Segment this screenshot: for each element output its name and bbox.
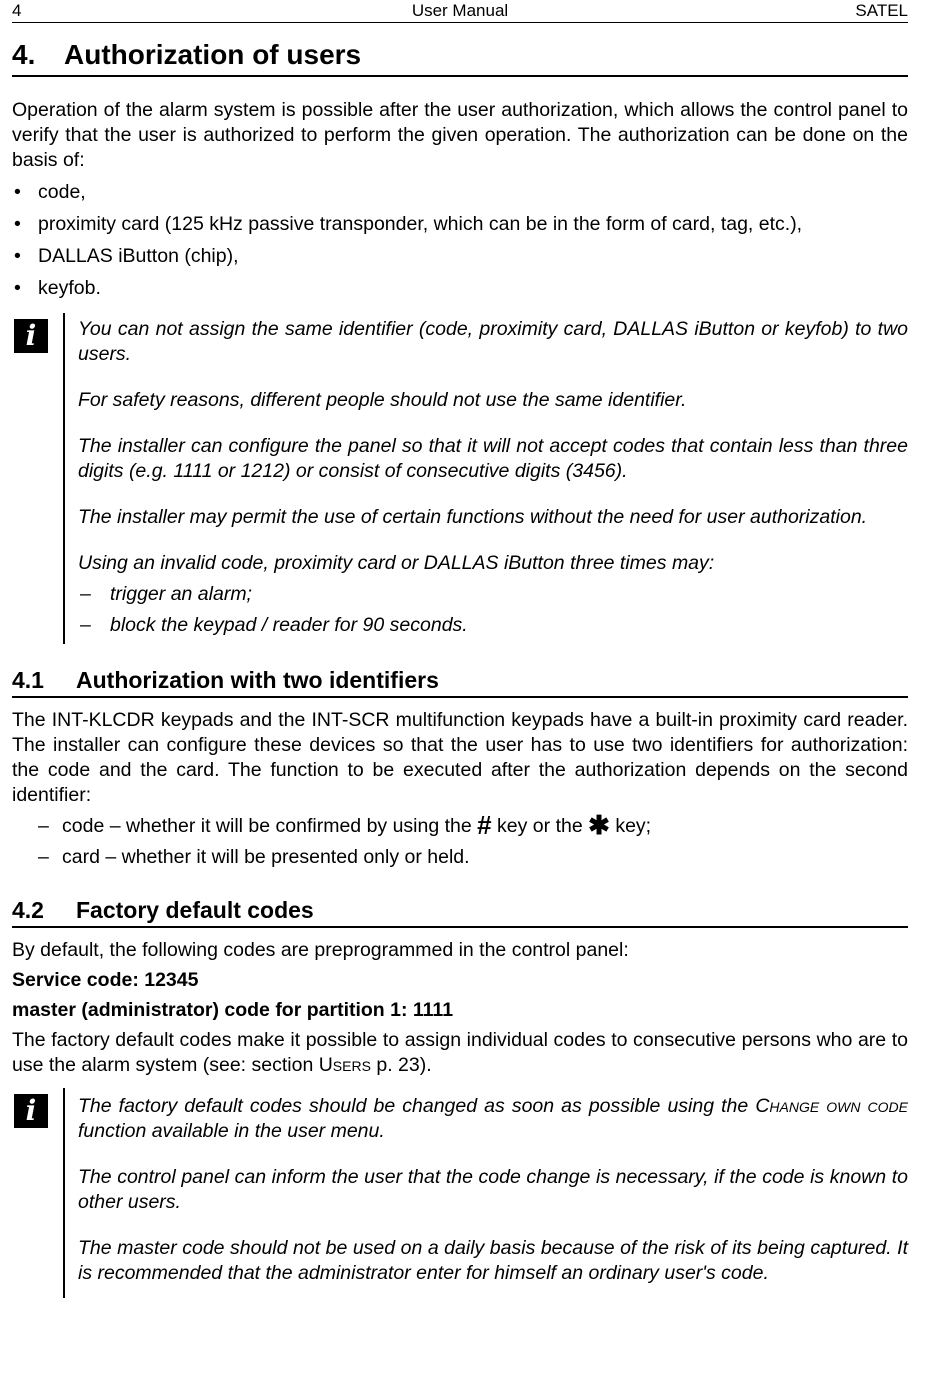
hash-key-icon: #: [477, 810, 492, 840]
list-item: • DALLAS iButton (chip),: [14, 245, 239, 267]
note-consequences-list: [78, 582, 908, 638]
list-item: – code – whether it will be confirmed by using the # key or the ✱ key;: [38, 810, 652, 840]
header-brand: SATEL: [855, 1, 908, 20]
info-icon: i: [14, 319, 48, 353]
section-4-2-heading: [12, 896, 908, 928]
service-code: Service code: 12345: [12, 969, 199, 991]
header-title: User Manual: [411, 1, 509, 20]
section-4-intro: Operation of the alarm system is possible after the user authorization, which allows the control panel to verify that the user is authorized to perform the given operation. The authorization can be done on the basis of:: [12, 99, 908, 171]
note-paragraph: The factory default codes should be changed as soon as possible using the Change own code function available in the user menu.: [78, 1095, 908, 1142]
list-item: – trigger an alarm;: [80, 583, 252, 605]
section-number: 4.1: [12, 667, 44, 693]
list-item: • code,: [14, 181, 86, 203]
section-4-1-heading: [12, 666, 908, 698]
authorization-methods-list: [12, 180, 908, 301]
star-key-icon: ✱: [588, 810, 610, 840]
section-number: 4.: [12, 39, 36, 70]
page-header: [12, 0, 908, 23]
section-4-heading: [12, 39, 908, 77]
section-title: Authorization of users: [64, 39, 362, 70]
note-paragraph: The installer may permit the use of certain functions without the need for user authorization.: [78, 506, 868, 528]
section-title: Authorization with two identifiers: [76, 667, 439, 693]
note-paragraph: The control panel can inform the user that the code change is necessary, if the code is known to other users.: [78, 1166, 908, 1213]
section-4-2-body: The factory default codes make it possible to assign individual codes to consecutive persons who are to use the alarm system (see: section Users p. 23).: [12, 1029, 908, 1076]
list-item: – block the keypad / reader for 90 seconds.: [80, 614, 468, 636]
note-bar: [63, 1088, 65, 1298]
section-number: 4.2: [12, 897, 44, 923]
info-note-identifiers: [12, 313, 908, 644]
section-reference: Users: [318, 1054, 371, 1076]
section-4-2-intro: By default, the following codes are preprogrammed in the control panel:: [12, 939, 629, 961]
list-item: • proximity card (125 kHz passive transponder, which can be in the form of card, tag, etc.),: [14, 213, 803, 235]
note-paragraph: For safety reasons, different people should not use the same identifier.: [78, 389, 687, 411]
second-identifier-list: [12, 810, 908, 870]
note-paragraph: Using an invalid code, proximity card or DALLAS iButton three times may:: [78, 552, 715, 574]
page-number: 4: [12, 1, 22, 20]
note-paragraph: The installer can configure the panel so that it will not accept codes that contain less than three digits (e.g. 1111 or 1212) or consist of consecutive digits (3456).: [78, 435, 908, 482]
note-paragraph: You can not assign the same identifier (code, proximity card, DALLAS iButton or keyfob) to two users.: [78, 318, 908, 365]
list-item: – card – whether it will be presented only or held.: [38, 846, 470, 868]
master-code: master (administrator) code for partition 1: 1111: [12, 999, 454, 1021]
section-title: Factory default codes: [76, 897, 314, 923]
info-note-codes: [12, 1088, 908, 1298]
info-icon: i: [14, 1094, 48, 1128]
function-reference: Change own code: [755, 1095, 908, 1117]
section-4-1-body: The INT-KLCDR keypads and the INT-SCR multifunction keypads have a built-in proximity card reader. The installer can configure these devices so that the user has to use two identifiers for authorization: the code and the card. The function to be executed after the authorization depends on the second identifier:: [12, 709, 908, 806]
list-item: • keyfob.: [14, 277, 101, 299]
note-bar: [63, 313, 65, 644]
note-paragraph: The master code should not be used on a daily basis because of the risk of its being captured. It is recommended that the administrator enter for himself an ordinary user's code.: [78, 1237, 908, 1284]
